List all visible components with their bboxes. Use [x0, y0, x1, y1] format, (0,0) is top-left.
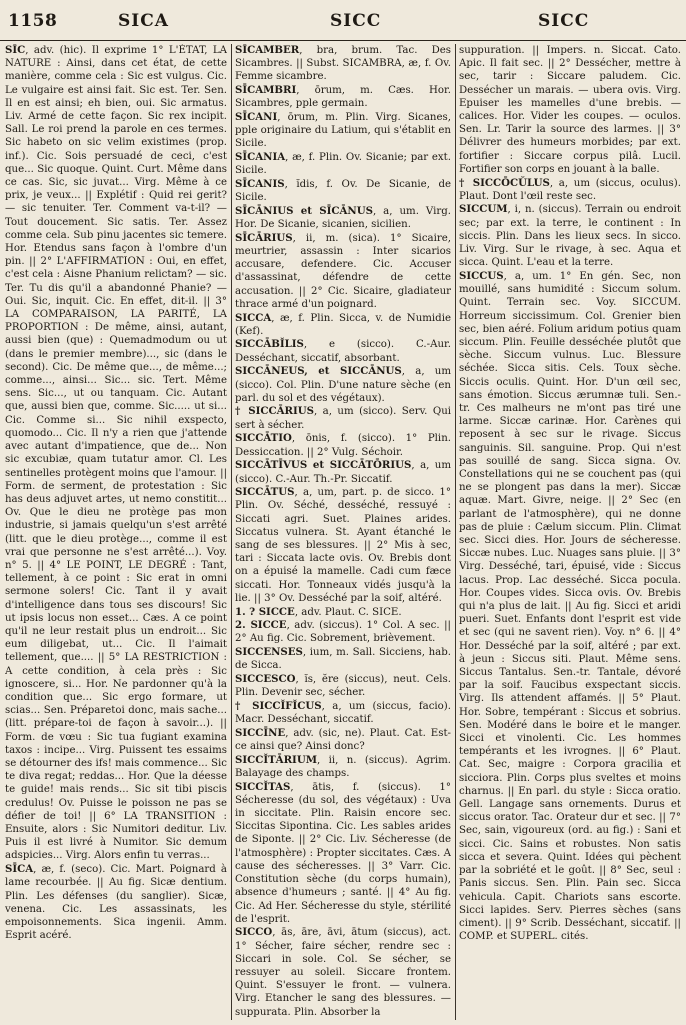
- dictionary-entry: [235, 700, 451, 726]
- column-divider: [231, 44, 232, 1020]
- dictionary-entry: [235, 926, 451, 1018]
- entry-headword: SĪCANIS: [235, 178, 285, 191]
- entry-headword: SICCĀBĬLIS: [235, 338, 304, 351]
- entry-definition: , æ, f. Plin. Ov. Sicanie; par ext. Sicile.: [235, 152, 451, 177]
- entry-definition: , ĭs, ĕre (siccus), neut. Cels. Plin. Devenir sec, sécher.: [235, 674, 451, 699]
- entry-definition: , adv. (hic). Il exprime 1° L'ÉTAT, LA NATURE : Ainsi, dans cet état, de cette manière, comme cela : Sic est vulgus. Cic. Le vulgaire est ainsi fait. Sic est. Ter. Sen. Il en est ainsi; eh bien, oui. Sic armatus. Liv. Armé de cette façon. Sic rex incipit. Sall. Le roi prend la parole en ces termes. Sic habeto on sic velim existimes (prop. inf.). Cic. Sois persuadé de ceci, c'est que... Sic quoque. Quint. Curt. Même dans ce cas. Sic, sic juvat... Virg. Même à ce prix, je veux... || Explétif : Quid rei gerit? — sic tenuiter. Ter. Comment va-t-il? — Tout doucement. Sic satis. Ter. Assez comme cela. Sub pinu jacentes sic temere. Hor. Etendus sans façon à l'ombre d'un pin. || 2° L'AFFIRMATION : Oui, en effet, c'est cela : Aisne Phanium relictam? — sic. Ter. Tu dis qu'il a abandonné Phanie? — Oui. Sic, inquit. Cic. En effet, dit-il. || 3° LA COMPARAISON, LA PARITÉ, LA PROPORTION : De même, ainsi, autant, aussi bien (que) : Quemadmodum ou ut (dans le premier membre)..., sic (dans le second). Cic. De même que..., de même...; comme..., ainsi... Sic... sic. Tert. Même sens. Sic..., ut ou tanquam. Cic. Autant que, aussi bien que, comme. Sic..... ut si... Cic. Comme si... Sic nihil exspecto, quomodo... Cic. Il n'y a rien que j'attende avec autant d'impatience, que de... Non sic excubiæ, quam tutatur amor. Cl. Les sentinelles protègent moins que l'amour. || Form. de serment, de protestation : Sic has deus adjuvet artes, ut nemo constitit... Ov. Que le dieu ne protège pas mon industrie, si jamais quelqu'un s'est arrêté (litt. que le dieu protège..., comme il est vrai que personne ne s'est arrêté...). Voy. n° 5. || 4° LE POINT, LE DEGRÉ : Tant, tellement, à ce point : Sic erat in omni sermone solers! Cic. Tant il y avait d'intelligence dans tous ses discours! Sic ut ipsis locus non esset... Cæs. A ce point qu'il ne leur restait plus un endroit... Sic eum diligebat, ut... Cic. Il l'aimait tellement, que.... || 5° LA RESTRICTION : A cette condition, à cela près : Sic ignoscere, si... Hor. Ne pardonner qu'à la condition que... Sic ergo formare, ut scias... Sen. Préparetoi donc, mais sache... (litt. prépare-toi de façon à savoir...). || Form. de vœu : Sic tua fugiant examina taxos : incipe... Virg. Puissent tes essaims se détourner des ifs! mais commence... Sic te diva regat; reddas... Hor. Que la déesse te guide! mais rends... Sic sit tibi piscis credulus! Ov. Puisse le poisson ne pas se défier de toi! || 6° LA TRANSITION : Ensuite, alors : Sic Numitori deditur. Liv. Puis il est livré à Numitor. Sic demum adspicies... Virg. Alors enfin tu verras...: [5, 45, 227, 862]
- entry-headword: SICCĀTĪVUS et SICCĀTŌRIUS: [235, 459, 412, 472]
- entry-definition: , adv. Plaut. C. SICE.: [294, 606, 402, 618]
- dictionary-entry: [459, 44, 681, 176]
- entry-headword: SICCĪNE: [235, 726, 286, 739]
- entry-headword: SĪCĀRIUS: [235, 231, 293, 244]
- entry-definition: , ōrum, m. Cæs. Hor. Sicambres, pple germain.: [235, 85, 451, 110]
- entry-headword: SICCĀTIO: [235, 432, 292, 445]
- running-head: [0, 0, 686, 41]
- entry-headword: † SICCĀRIUS: [235, 405, 314, 418]
- dictionary-entry: [235, 365, 451, 405]
- entry-definition: , a, um (sicco). C.-Aur. Th.-Pr. Siccatif.: [235, 460, 451, 485]
- entry-headword: SĪCAMBER: [235, 44, 300, 56]
- entry-definition: , a, um. 1° En gén. Sec, non mouillé, sans humidité : Siccum solum. Quint. Terrain sec. Voy. SICCUM. Horreum siccissimum. Col. Grenier bien sec, bien aéré. Folium aridum potius quam siccum. Plin. Feuille desséchée plutôt que sèche. Siccum vulnus. Luc. Blessure séchée. Sicca sitis. Cels. Toux sèche. Siccis oculis. Quint. Hor. D'un œil sec, sans émotion. Siccus ærumnæ tuli. Sen.-tr. Ces malheurs ne m'ont pas tiré une larme. Siccæ carinæ. Hor. Carènes qui reposent à sec sur le rivage. Siccus sanguinis. Sil. sanguine. Prop. Qui n'est pas souillé de sang. Sicca signa. Ov. Constellations qui ne se couchent pas (qui ne se plongent pas dans la mer). Siccæ aquæ. Mart. Givre, neige. || 2° Sec (en parlant de l'atmosphère), qui ne donne pas de pluie : Cælum siccum. Plin. Climat sec. Sicci dies. Hor. Jours de sécheresse. Siccæ nubes. Luc. Nuages sans pluie. || 3° Virg. Desséché, tari, épuisé, vide : Siccus lacus. Prop. Lac desséché. Sicca pocula. Hor. Coupes vides. Sicca ovis. Ov. Brebis qui n'a plus de lait. || Au fig. Sicci et aridi pueri. Suet. Enfants dont l'esprit est vide et sec (qui ne savent rien). Voy. n° 6. || 4° Hor. Desséché par la soif, altéré ; par ext. à jeun : Siccus siti. Plaut. Même sens. Siccus Tantalus. Sen.-tr. Tantale, dévoré par la soif. Faucibus exspectant siccis. Virg. Ils attendent affamés. || 5° Plaut. Hor. Sobre, tempérant : Siccus et sobrius. Sen. Modéré dans le boire et le manger. Sicci et vinolenti. Cic. Les hommes tempérants et les ivrognes. || 6° Plaut. Cat. Sec, maigre : Corpora gracilia et sicciora. Plin. Corps plus sveltes et moins charnus. || En parl. du style : Sicca oratio. Gell. Langage sans ornements. Durus et siccus orator. Tac. Orateur dur et sec. || 7° Sec, sain, vigoureux (ord. au fig.) : Sani et sicci. Cic. Sains et robustes. Non satis sicca et severa. Quint. Idées qui pèchent par la sobriété et le goût. || 8° Sec, seul : Panis siccus. Sen. Plin. Pain sec. Sicca vehicula. Capit. Chariots sans escorte. Sicci lapides. Serv. Pierres sèches (sans ciment). || 9° Scrib. Desséchant, siccatif. || COMP. et SUPERL. cités.: [459, 270, 681, 943]
- dictionary-entry: [235, 44, 451, 84]
- dictionary-entry: [235, 606, 451, 619]
- entry-definition: suppuration. || Impers. n. Siccat. Cato. Apic. Il fait sec. || 2° Dessécher, mettre à sec, tarir : Siccare paludem. Cic. Dessécher un marais. — ubera ovis. Virg. Epuiser les mamelles d'une brebis. — calices. Hor. Vider les coupes. — oculos. Sen. Lr. Tarir la source des larmes. || 3° Délivrer des humeurs morbides; par ext. fortifier : Siccare corpus pilâ. Lucil. Fortifier son corps en jouant à la balle.: [459, 45, 681, 175]
- entry-headword: SICCUS: [459, 269, 504, 282]
- entry-definition: , a, um (sicco). Col. Plin. D'une nature sèche (en parl. du sol et des végétaux).: [235, 366, 451, 404]
- entry-headword: SĪC: [5, 44, 26, 56]
- entry-definition: , ōrum, m. Plin. Virg. Sicanes, pple originaire du Latium, qui s'établit en Sicile.: [235, 112, 451, 150]
- dictionary-entry: [235, 151, 451, 177]
- entry-definition: , bra, brum. Tac. Des Sicambres. || Subst. SICAMBRA, æ, f. Ov. Femme sicambre.: [235, 45, 451, 83]
- entry-definition: , a, um. Virg. Hor. De Sicanie, sicanien, sicilien.: [235, 205, 451, 231]
- entry-headword: † SICCŌCŬLUS: [459, 176, 550, 189]
- entry-definition: , ii, n. (siccus). Agrim. Balayage des champs.: [235, 754, 451, 779]
- dictionary-entry: [459, 203, 681, 269]
- entry-headword: SICCĬTĀRIUM: [235, 753, 317, 766]
- entry-headword: 1. ? SICCE: [235, 605, 295, 618]
- page-number: 1158: [8, 11, 58, 31]
- dictionary-entry: [235, 312, 451, 338]
- dictionary-entry: [5, 44, 227, 863]
- entry-headword: SĪCANI: [235, 111, 278, 124]
- dictionary-entry: [459, 270, 681, 943]
- entry-definition: , æ, f. (seco). Cic. Mart. Poignard à lame recourbée. || Au fig. Sicæ dentium. Plin. Les défenses (du sanglier). Sicæ, venena. Cic. Les assassinats, les empoisonnements. Sica ingenii. Amm. Esprit acéré.: [5, 864, 227, 942]
- entry-definition: , a, um, part. p. de sicco. 1° Plin. Ov. Séché, desséché, ressuyé : Siccati agri. Suet. Plaines arides. Siccatus vulnera. St. Ayant étanché le sang de ses blessures. || 2° Mis à sec, tari : Siccata lacte ovis. Ov. Brebis dont on a épuisé la mamelle. Cadi cum fæce siccati. Hor. Tonneaux vidés jusqu'à la lie. || 3° Ov. Desséché par la soif, altéré.: [235, 487, 451, 604]
- entry-headword: SICCESCO: [235, 673, 296, 686]
- entry-definition: , æ, f. Plin. Sicca, v. de Numidie (Kef).: [235, 312, 451, 337]
- dictionary-entry: [235, 754, 451, 780]
- entry-headword: SĪCA: [5, 863, 34, 876]
- dictionary-entry: [235, 673, 451, 699]
- entry-definition: , i, n. (siccus). Terrain ou endroit sec; par ext. la terre, le continent : In siccis. Plin. Dans les lieux secs. In sicco. Liv. Virg. Sur le rivage, à sec. Aqua et sicca. Quint. L'eau et la terre.: [459, 204, 681, 269]
- dictionary-entry: [235, 781, 451, 926]
- entry-definition: , ōnis, f. (sicco). 1° Plin. Dessiccation. || 2° Vulg. Séchoir.: [235, 433, 451, 458]
- running-headword-right: SICC: [538, 11, 590, 31]
- dictionary-entry: [235, 727, 451, 753]
- dictionary-entry: [235, 178, 451, 204]
- entry-headword: SICCĀNEUS, et SICCĀNUS: [235, 365, 402, 378]
- entry-headword: SICCĀTUS: [235, 486, 295, 499]
- entry-headword: SĪCĀNIUS et SĪCĀNUS: [235, 204, 373, 217]
- entry-definition: , ĭdis, f. Ov. De Sicanie, de Sicile.: [235, 179, 451, 204]
- entry-definition: , ium, m. Sall. Sicciens, hab. de Sicca.: [235, 647, 451, 672]
- entry-definition: , adv. (siccus). 1° Col. A sec. || 2° Au fig. Cic. Sobrement, brièvement.: [235, 620, 451, 645]
- entry-headword: SĪCAMBRI: [235, 84, 297, 97]
- dictionary-entry: [235, 205, 451, 231]
- entry-headword: SICCUM: [459, 203, 508, 216]
- entry-definition: , ii, m. (sica). 1° Sicaire, meurtrier, assassin : Inter sicarios accusare, defendere. Cic. Accuser d'assassinat, défendre de cette accusation. || 2° Cic. Sicaire, gladiateur thrace armé d'un poignard.: [235, 232, 451, 310]
- column-divider: [455, 44, 456, 1020]
- entry-headword: SICCĬTAS: [235, 780, 291, 793]
- dictionary-entry: [5, 863, 227, 942]
- entry-headword: † SICCĬFĬCUS: [235, 699, 322, 712]
- dictionary-entry: [459, 177, 681, 203]
- entry-definition: , a, um (siccus, oculus). Plaut. Dont l'œil reste sec.: [459, 177, 681, 202]
- dictionary-entry: [235, 432, 451, 458]
- dictionary-entry: [235, 486, 451, 605]
- entry-definition: , e (sicco). C.-Aur. Desséchant, siccatif, absorbant.: [235, 339, 451, 364]
- dictionary-entry: [235, 111, 451, 151]
- entry-headword: SICCA: [235, 311, 272, 324]
- entry-headword: SICCENSES: [235, 646, 303, 659]
- dictionary-entry: [235, 232, 451, 311]
- running-headword-left: SICA: [118, 11, 169, 31]
- entry-definition: , a, um (siccus, facio). Macr. Desséchant, siccatif.: [235, 700, 451, 726]
- entry-headword: 2. SICCE: [235, 619, 287, 632]
- entry-definition: , ātis, f. (siccus). 1° Sécheresse (du sol, des végétaux) : Uva in siccitate. Plin. Raisin encore sec. Siccitas Sipontina. Cic. Les sables arides de Siponte. || 2° Cic. Liv. Sécheresse (de l'atmosphère) : Propter siccitates. Cæs. A cause des sécheresses. || 3° Varr. Cic. Constitution sèche (du corps humain), absence d'humeurs ; santé. || 4° Au fig. Cic. Ad Her. Sécheresse du style, stérilité de l'esprit.: [235, 781, 451, 925]
- dictionary-entry: [235, 338, 451, 364]
- dictionary-entry: [235, 84, 451, 110]
- dictionary-entry: [235, 646, 451, 672]
- entry-definition: , ās, āre, āvi, ātum (siccus), act. 1° Sécher, faire sécher, rendre sec : Siccari in sole. Col. Se sécher, se ressuyer au soleil. Siccare frontem. Quint. S'essuyer le front. — vulnera. Virg. Etancher le sang des blessures. — suppurata. Plin. Absorber la: [235, 927, 451, 1018]
- entry-headword: SICCO: [235, 926, 273, 939]
- column-left: [5, 44, 227, 1020]
- entry-definition: , a, um (sicco). Serv. Qui sert à sécher.: [235, 406, 451, 431]
- entry-headword: SĪCANIA: [235, 151, 286, 164]
- dictionary-entry: [235, 459, 451, 485]
- dictionary-entry: [235, 619, 451, 645]
- column-right: [459, 44, 681, 1020]
- column-middle: [235, 44, 451, 1020]
- entry-definition: , adv. (sic, ne). Plaut. Cat. Est-ce ainsi que? Ainsi donc?: [235, 727, 451, 753]
- dictionary-entry: [235, 405, 451, 431]
- running-headword-center: SICC: [330, 11, 382, 31]
